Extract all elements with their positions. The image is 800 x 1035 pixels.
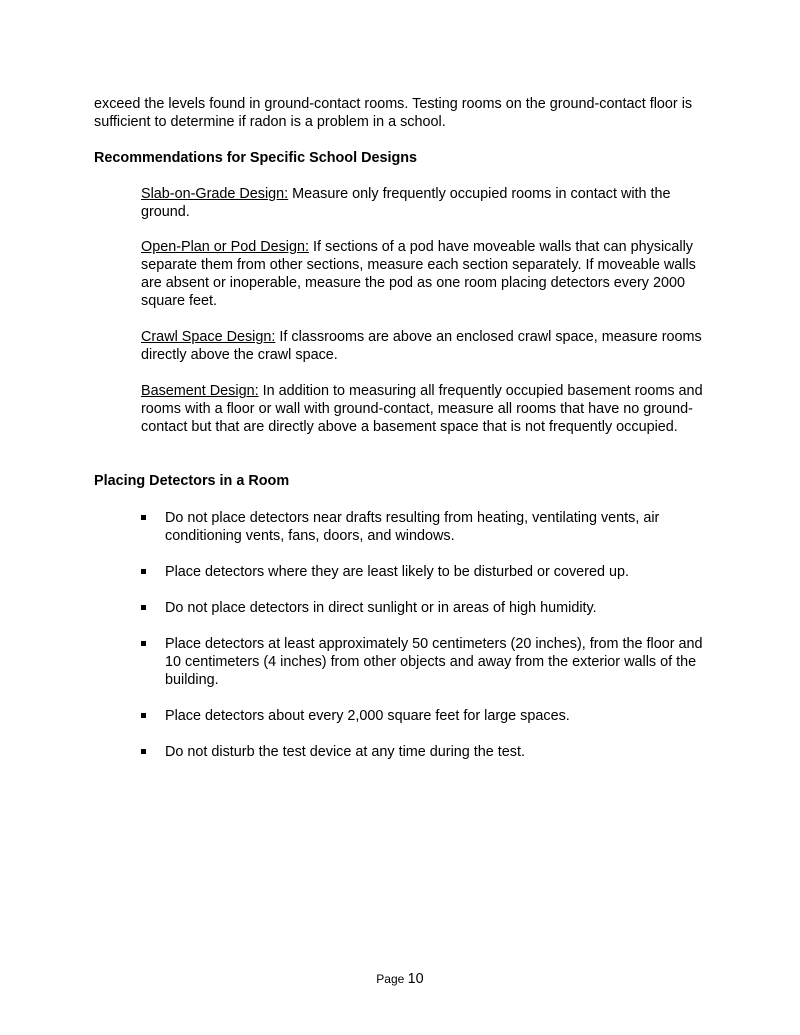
section-heading-school-designs: Recommendations for Specific School Designs	[94, 150, 418, 166]
list-item-text: Do not place detectors near drafts resulting from heating, ventilating vents, air conditioning vents, fans, doors, and windows.	[165, 510, 660, 544]
section-heading-placing-detectors: Placing Detectors in a Room	[94, 473, 290, 489]
square-bullet-icon	[141, 515, 146, 520]
design-basement	[141, 382, 711, 436]
design-text: Measure only frequently occupied rooms in contact with the ground.	[141, 186, 671, 220]
square-bullet-icon	[141, 569, 146, 574]
square-bullet-icon	[141, 749, 146, 754]
list-item-text: Place detectors about every 2,000 square feet for large spaces.	[165, 708, 570, 724]
list-item	[141, 599, 711, 617]
square-bullet-icon	[141, 713, 146, 718]
square-bullet-icon	[141, 641, 146, 646]
list-item	[141, 635, 711, 689]
design-open-plan	[141, 238, 711, 310]
intro-paragraph: exceed the levels found in ground-contact rooms. Testing rooms on the ground-contact floor is sufficient to determine if radon is a problem in a school.	[94, 96, 693, 130]
list-item	[141, 707, 711, 725]
page-number: 10	[407, 971, 424, 987]
design-slab-on-grade	[141, 185, 711, 221]
list-item	[141, 743, 711, 761]
design-label: Slab-on-Grade Design:	[141, 186, 289, 202]
design-label: Crawl Space Design:	[141, 329, 276, 345]
page-label: Page	[376, 972, 405, 986]
page-footer	[0, 970, 800, 988]
detector-placement-list	[141, 509, 711, 779]
square-bullet-icon	[141, 605, 146, 610]
list-item	[141, 509, 711, 545]
list-item-text: Do not place detectors in direct sunlight or in areas of high humidity.	[165, 600, 597, 616]
list-item-text: Place detectors at least approximately 50 centimeters (20 inches), from the floor and 10 centimeters (4 inches) from other objects and away from the exterior walls of the building.	[165, 636, 703, 688]
design-text: If sections of a pod have moveable walls that can physically separate them from other sections, measure each section separately. If moveable walls are absent or inoperable, measure the pod as one room placing detectors every 2000 square feet.	[141, 239, 696, 309]
design-label: Open-Plan or Pod Design:	[141, 239, 309, 255]
list-item-text: Do not disturb the test device at any time during the test.	[165, 744, 525, 760]
list-item-text: Place detectors where they are least likely to be disturbed or covered up.	[165, 564, 629, 580]
design-label: Basement Design:	[141, 383, 259, 399]
design-crawl-space	[141, 328, 711, 364]
design-text: If classrooms are above an enclosed crawl space, measure rooms directly above the crawl space.	[141, 329, 702, 363]
list-item	[141, 563, 711, 581]
design-text: In addition to measuring all frequently occupied basement rooms and rooms with a floor or wall with ground-contact, measure all rooms that have no ground-contact but that are directly above a basement space that is not frequently occupied.	[141, 383, 703, 435]
